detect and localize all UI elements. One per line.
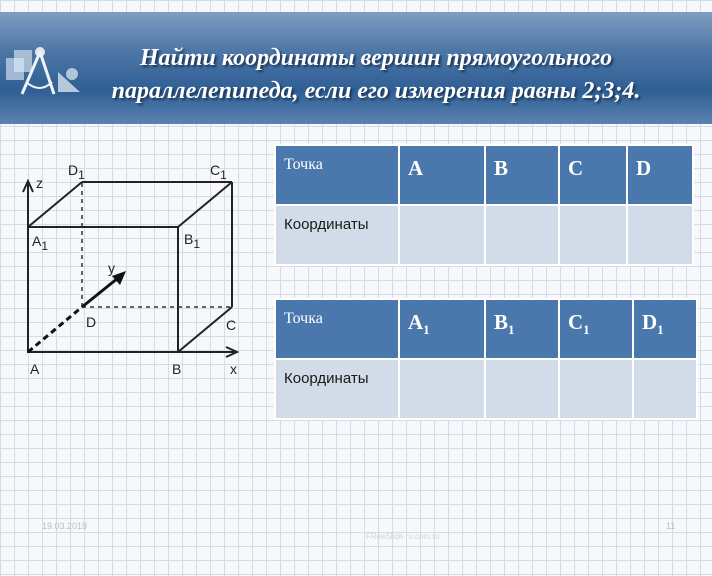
footer-watermark: FReeSlide.ru.com.ru [366, 532, 440, 541]
header-label-cell: Точка [275, 145, 399, 205]
label-z: z [36, 175, 43, 191]
page-number: 11 [666, 521, 676, 531]
footer-date: 19.03.2019 [42, 521, 88, 531]
table-coordinates-row [275, 359, 697, 419]
coordinates-table-base [274, 144, 694, 266]
coordinate-cell-d1 [633, 359, 697, 419]
label-a1: A1 [32, 233, 49, 253]
point-a-header: A [399, 145, 485, 205]
point-c-header: C [559, 145, 627, 205]
coordinate-cell-c [559, 205, 627, 265]
label-b: B [172, 361, 182, 377]
label-b1: B1 [184, 231, 201, 251]
coordinate-cell-a [399, 205, 485, 265]
title-line-2: параллелепипеда, если его измерения равны 2;3;4. [111, 78, 641, 104]
point-a1-header: $A_1$ [399, 299, 485, 359]
axis-y-dashed [28, 307, 82, 352]
label-a: A [30, 361, 40, 377]
point-d-header: D [627, 145, 693, 205]
table-header-row [275, 145, 693, 205]
label-d1: D1 [68, 162, 85, 182]
table-coordinates-row [275, 205, 693, 265]
coordinate-cell-a1 [399, 359, 485, 419]
point-b-header: B [485, 145, 559, 205]
header-banner [0, 12, 712, 124]
row-label-cell: Координаты [275, 359, 399, 419]
row-label-cell: Координаты [275, 205, 399, 265]
edge-b-c [178, 307, 232, 352]
table-header-row [275, 299, 697, 359]
coordinates-table-top [274, 298, 698, 420]
point-c1-header: $C_1$ [559, 299, 633, 359]
label-d: D [86, 314, 97, 330]
label-y: y [108, 260, 115, 276]
label-c1: C1 [210, 162, 227, 182]
title-line-1: Найти координаты вершин прямоугольного [139, 45, 613, 71]
edge-b1-c1 [178, 182, 232, 227]
parallelepiped-diagram [14, 152, 270, 384]
label-c: C [226, 317, 237, 333]
point-b1-header: $B_1$ [485, 299, 559, 359]
axis-y-solid [82, 278, 118, 307]
point-d1-header: $D_1$ [633, 299, 697, 359]
slide-title [56, 42, 696, 108]
coordinate-cell-b [485, 205, 559, 265]
coordinate-cell-c1 [559, 359, 633, 419]
label-x: x [230, 361, 237, 377]
coordinate-cell-b1 [485, 359, 559, 419]
coordinate-cell-d [627, 205, 693, 265]
header-label-cell: Точка [275, 299, 399, 359]
